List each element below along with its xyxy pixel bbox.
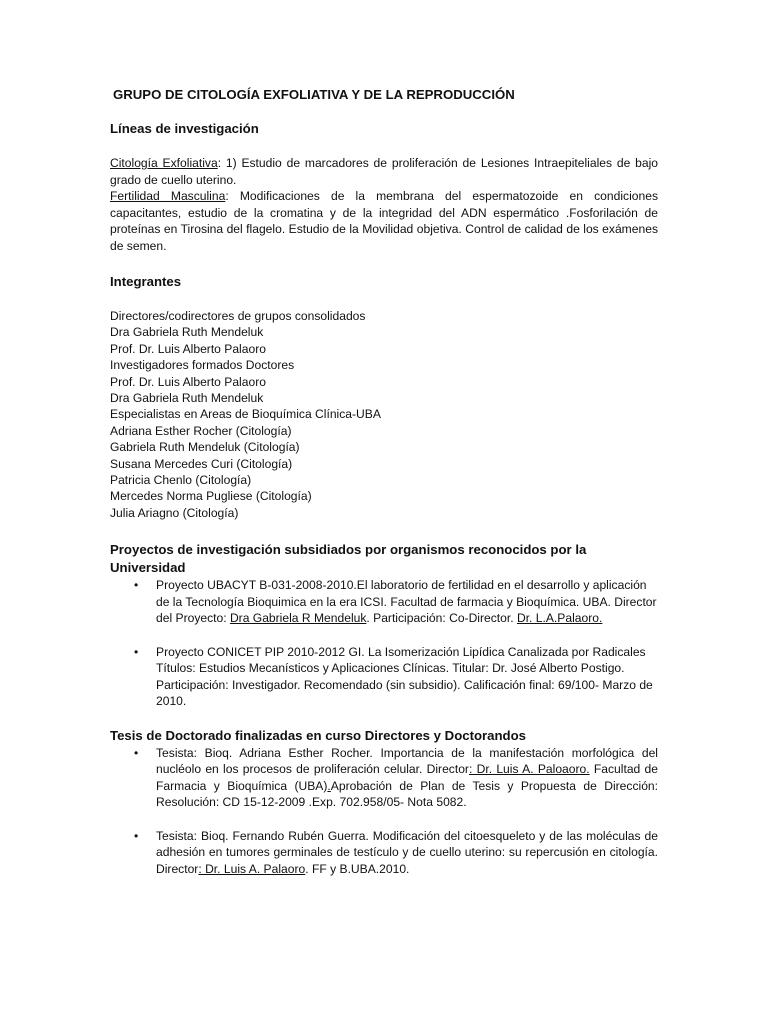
heading-integrantes: Integrantes xyxy=(110,274,182,289)
list-item xyxy=(110,745,658,811)
bullet-icon: • xyxy=(134,828,139,843)
document-title: GRUPO DE CITOLOGÍA EXFOLIATIVA Y DE LA REPRODUCCIÓN xyxy=(113,87,515,102)
project-1-codirector: Dr. L.A.Palaoro. xyxy=(516,611,603,626)
bullet-icon: • xyxy=(134,745,139,760)
member-line: Dra Gabriela Ruth Mendeluk xyxy=(110,325,264,340)
thesis-1-body xyxy=(156,745,658,811)
thesis-1-director: : Dr. Luis A. Paloaoro. xyxy=(468,762,590,777)
member-line: Directores/codirectores de grupos consolidados xyxy=(110,309,366,323)
member-line: Gabriela Ruth Mendeluk (Citología) xyxy=(110,440,300,455)
thesis-1-text: Tesista: Bioq. Adriana Esther Rocher. Importancia de la manifestación morfológica del nucléolo en los procesos de proliferación celular. Director xyxy=(156,745,658,777)
member-line: Investigadores formados Doctores xyxy=(110,358,295,373)
thesis-2-end: . FF y B.UBA.2010. xyxy=(305,861,410,876)
project-1-participation: . Participación: Co-Director. xyxy=(366,611,517,626)
member-line: Patricia Chenlo (Citología) xyxy=(110,473,252,488)
bullet-icon: • xyxy=(134,578,139,593)
list-item xyxy=(110,577,658,627)
citologia-label: Citología Exfoliativa xyxy=(110,156,218,170)
research-lines xyxy=(110,155,658,254)
project-1-director: Dra Gabriela R Mendeluk xyxy=(229,611,367,626)
list-item xyxy=(110,828,658,878)
member-line: Adriana Esther Rocher (Citología) xyxy=(110,423,292,438)
thesis-list xyxy=(110,745,658,878)
document-page xyxy=(110,86,658,877)
member-line: Especialistas en Areas de Bioquímica Clínica-UBA xyxy=(110,407,381,422)
thesis-2-director: : Dr. Luis A. Palaoro xyxy=(198,861,306,876)
thesis-1-approval: Aprobación de Plan de Tesis y Propuesta de Dirección: Resolución: CD 15-12-2009 .Exp. 702.958/05- Nota 5082. xyxy=(156,778,659,810)
member-line: Dra Gabriela Ruth Mendeluk xyxy=(110,391,264,406)
member-line: Prof. Dr. Luis Alberto Palaoro xyxy=(110,341,266,356)
project-1-text: Proyecto UBACYT B-031-2008-2010.El laboratorio de fertilidad en el desarrollo y aplicación de la Tecnología Bioquimica en la era ICSI. Facultad de farmacia y Bioquímica. UBA. Director del Proyecto: xyxy=(156,578,657,626)
thesis-2-body xyxy=(156,828,658,878)
member-line: Julia Ariagno (Citología) xyxy=(110,505,239,520)
member-line: Susana Mercedes Curi (Citología) xyxy=(110,456,293,471)
line-fertilidad xyxy=(110,188,658,254)
citologia-text: : 1) Estudio de marcadores de proliferación de Lesiones Intraepiteliales de bajo grado de cuello uterino. xyxy=(110,156,658,187)
heading-lineas: Líneas de investigación xyxy=(110,121,259,136)
list-item xyxy=(110,644,658,710)
line-citologia xyxy=(110,155,658,188)
thesis-1-faculty: Facultad de Farmacia y Bioquímica (UBA) xyxy=(156,762,659,793)
project-2-text: Proyecto CONICET PIP 2010-2012 GI. La Isomerización Lipídica Canalizada por Radicales Títulos: Estudios Mecanísticos y Aplicaciones Clínicas. Titular: Dr. José Alberto Postigo. Participación: Investigador. Recomendado (sin subsidio). Calificación final: 69/100- Marzo de 2010. xyxy=(156,644,653,709)
fertilidad-text: : Modificaciones de la membrana del espermatozoide en condiciones capacitantes, estudio de la cromatina y de la integridad del ADN espermático .Fosforilación de proteínas en Tirosina del flagelo. Estudio de la Movilidad objetiva. Control de calidad de los exámenes de semen. xyxy=(110,189,658,253)
projects-list xyxy=(110,577,658,710)
heading-tesis: Tesis de Doctorado finalizadas en curso Directores y Doctorandos xyxy=(110,727,527,743)
thesis-2-text: Tesista: Bioq. Fernando Rubén Guerra. Modificación del citoesqueleto y de las moléculas de adhesión en tumores germinales de testículo y de cuello uterino: su repercusión en citología. Director xyxy=(156,828,658,876)
bullet-icon: • xyxy=(134,644,139,659)
fertilidad-label: Fertilidad Masculina xyxy=(110,189,226,203)
heading-proyectos: Proyectos de investigación subsidiados por organismos reconocidos por la Universidad xyxy=(110,542,587,576)
member-line: Mercedes Norma Pugliese (Citología) xyxy=(110,489,312,504)
members-list xyxy=(110,308,658,521)
thesis-1-dot: . xyxy=(327,778,331,793)
member-line: Prof. Dr. Luis Alberto Palaoro xyxy=(110,374,266,389)
